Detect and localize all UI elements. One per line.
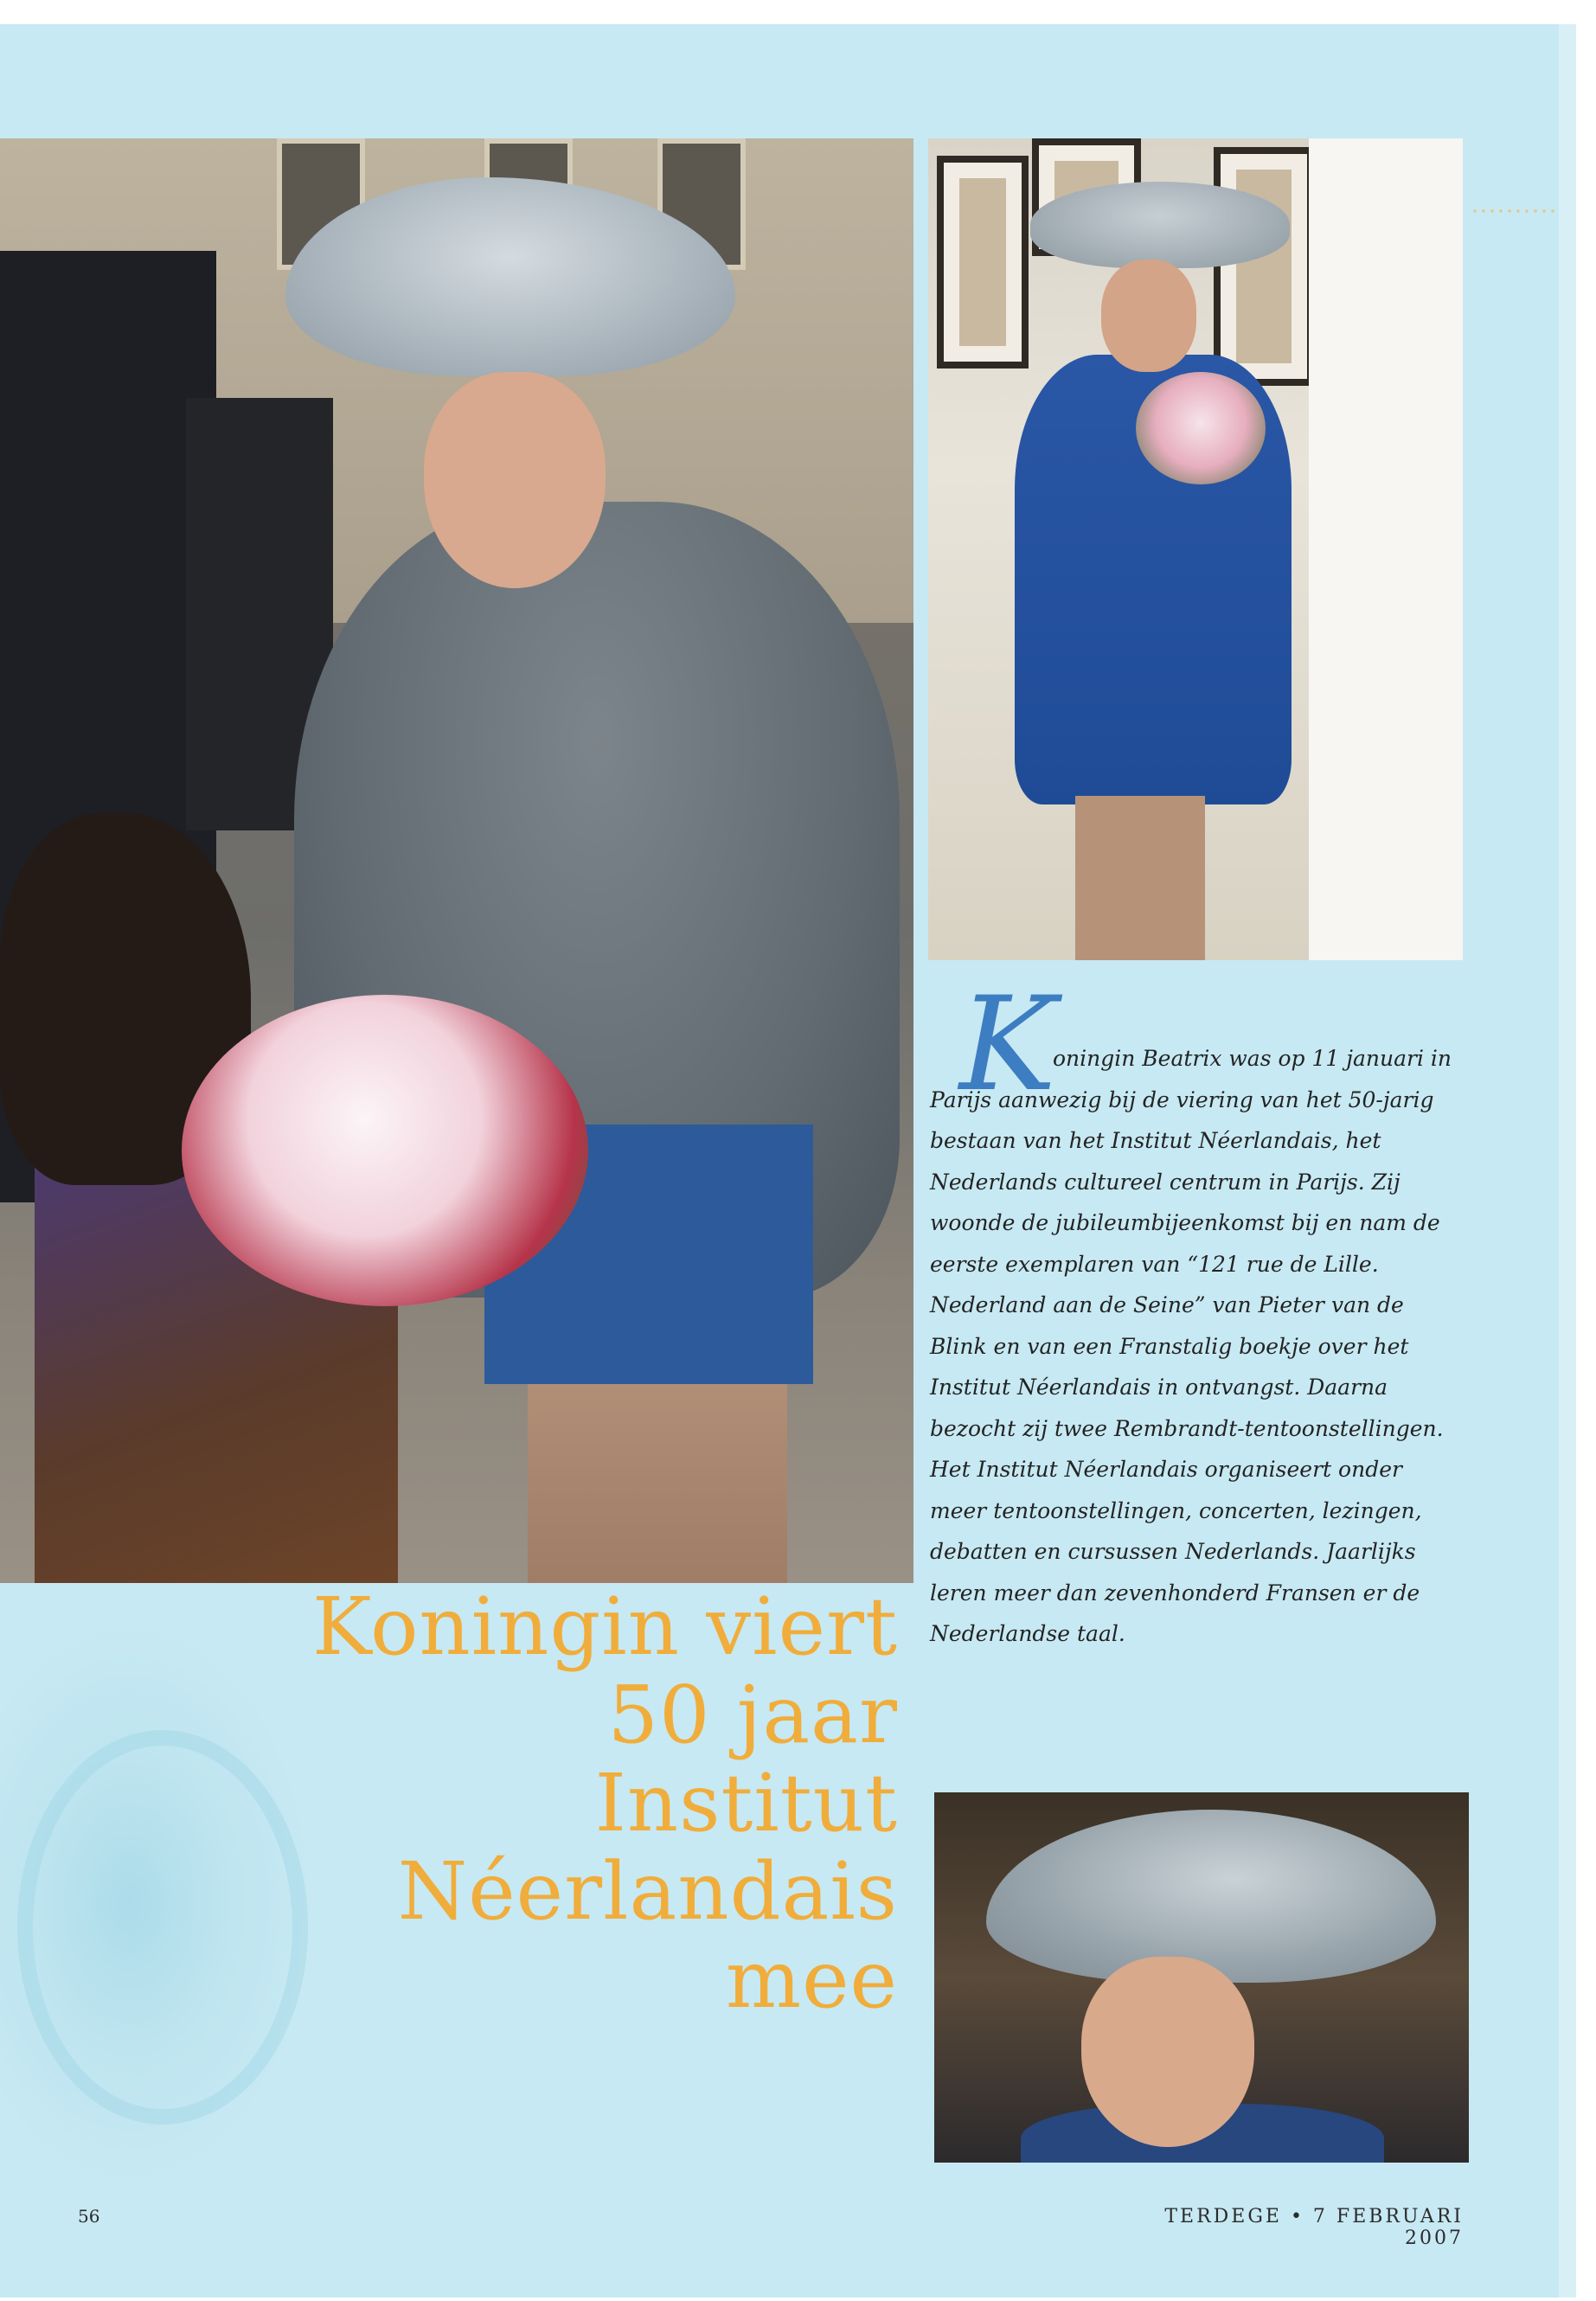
headline xyxy=(173,1580,898,2026)
headline-line: Institut xyxy=(594,1757,898,1849)
top-right-photo xyxy=(928,138,1463,960)
legs xyxy=(528,1384,787,1583)
queen-face xyxy=(424,372,606,588)
grey-hat xyxy=(986,1810,1436,1983)
queen-face xyxy=(1101,260,1196,372)
headline-line: Koningin viert xyxy=(311,1580,898,1673)
article-text: oningin Beatrix was op 11 januari in Parijs aanwezig bij de viering van het 50-jarig bestaan van het Institut Néerlandais, het Nederlands cultureel centrum in Parijs. Zij woonde de jubileumbijeenkomst bij en nam de eerste exemplaren van “121 rue de Lille. Nederland aan de Seine” van Pieter van de Blink en van een Franstalig boekje over het Institut Néerlandais in ontvangst. Daarna bezocht zij twee Rembrandt-tentoonstellingen. Het Institut Néerlandais organiseert onder meer tentoonstellingen, concerten, lezingen, debatten en cursussen Nederlands. Jaarlijks leren meer dan zevenhonderd Fransen er de Nederlandse taal. xyxy=(930,1046,1452,1646)
decorative-dots xyxy=(1471,209,1557,213)
flower-bouquet xyxy=(1136,372,1266,484)
main-photo xyxy=(0,138,913,1583)
grey-hat xyxy=(1030,182,1290,268)
page-number: 56 xyxy=(78,2206,100,2227)
picture-frame xyxy=(937,156,1029,369)
picture-frame xyxy=(1214,147,1314,386)
flower-bouquet xyxy=(182,995,588,1306)
headline-line: Néerlandais xyxy=(397,1845,898,1938)
headline-line: mee xyxy=(725,1933,898,2026)
article-body xyxy=(930,1038,1458,1655)
queen-face xyxy=(1081,1957,1254,2147)
page-edge xyxy=(1559,24,1576,2298)
bottom-right-photo xyxy=(934,1792,1469,2163)
headline-line: 50 jaar xyxy=(607,1669,898,1761)
publication-credit: TERDEGE • 7 FEBRUARI 2007 xyxy=(1164,2206,1464,2249)
white-door xyxy=(1309,138,1463,960)
drop-cap: K xyxy=(958,970,1057,1120)
legs xyxy=(1075,796,1205,960)
